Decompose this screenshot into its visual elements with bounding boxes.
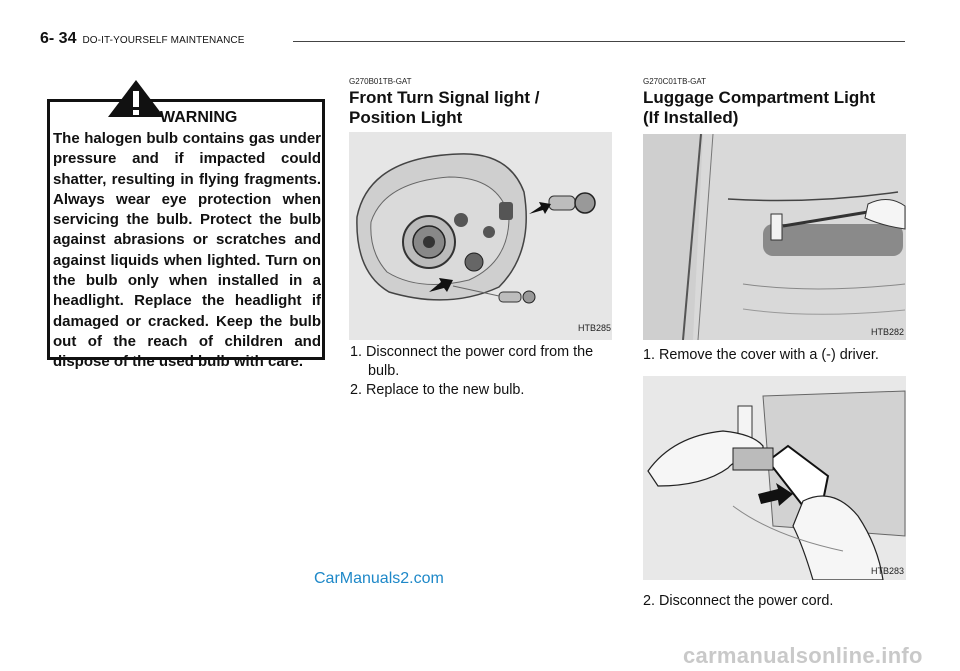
turn-signal-title-line2: Position Light <box>349 108 463 127</box>
turn-signal-steps <box>350 343 615 400</box>
luggage-cord-photo <box>643 376 906 580</box>
header-rule <box>293 41 905 42</box>
luggage-figure1-label: HTB282 <box>871 327 905 337</box>
exclamation-triangle-icon <box>106 78 166 118</box>
luggage-title-line1: Luggage Compartment Light <box>643 88 876 107</box>
luggage-step-1: 1. Remove the cover with a (-) driver. <box>643 347 879 363</box>
turn-signal-step-1: 1. Disconnect the power cord from the bulb. <box>350 344 594 379</box>
turn-signal-step-2: 2. Replace to the new bulb. <box>350 382 525 398</box>
turn-signal-figure-label: HTB285 <box>578 323 612 333</box>
page-header <box>40 30 245 48</box>
page-number: 6- 34 <box>40 30 77 47</box>
luggage-code: G270C01TB-GAT <box>643 77 706 86</box>
warning-text: The halogen bulb contains gas under pressure and if impacted could shatter, resulting in flying fragments. Always wear eye protection when servicing the bulb. Protect the bulb against abrasions or scratches and against liquids when lighted. Turn on the bulb only when installed in a headlight. Replace the headlight if damaged or cracked. Keep the bulb out of the reach of children and dispose of the used bulb with care. <box>53 130 321 371</box>
watermark-carmanuals2: CarManuals2.com <box>314 570 444 587</box>
luggage-step-2: 2. Disconnect the power cord. <box>643 593 834 609</box>
headlight-photo <box>349 132 612 340</box>
warning-title: WARNING <box>160 109 238 126</box>
section-title: DO-IT-YOURSELF MAINTENANCE <box>82 35 245 46</box>
watermark-carmanualsonline: carmanualsonline.info <box>683 643 923 668</box>
luggage-title-line2: (If Installed) <box>643 108 739 127</box>
luggage-figure2-label: HTB283 <box>871 566 905 576</box>
luggage-cover-photo <box>643 134 906 340</box>
turn-signal-code: G270B01TB-GAT <box>349 77 412 86</box>
warning-box <box>47 99 325 371</box>
turn-signal-title-line1: Front Turn Signal light / <box>349 88 540 107</box>
